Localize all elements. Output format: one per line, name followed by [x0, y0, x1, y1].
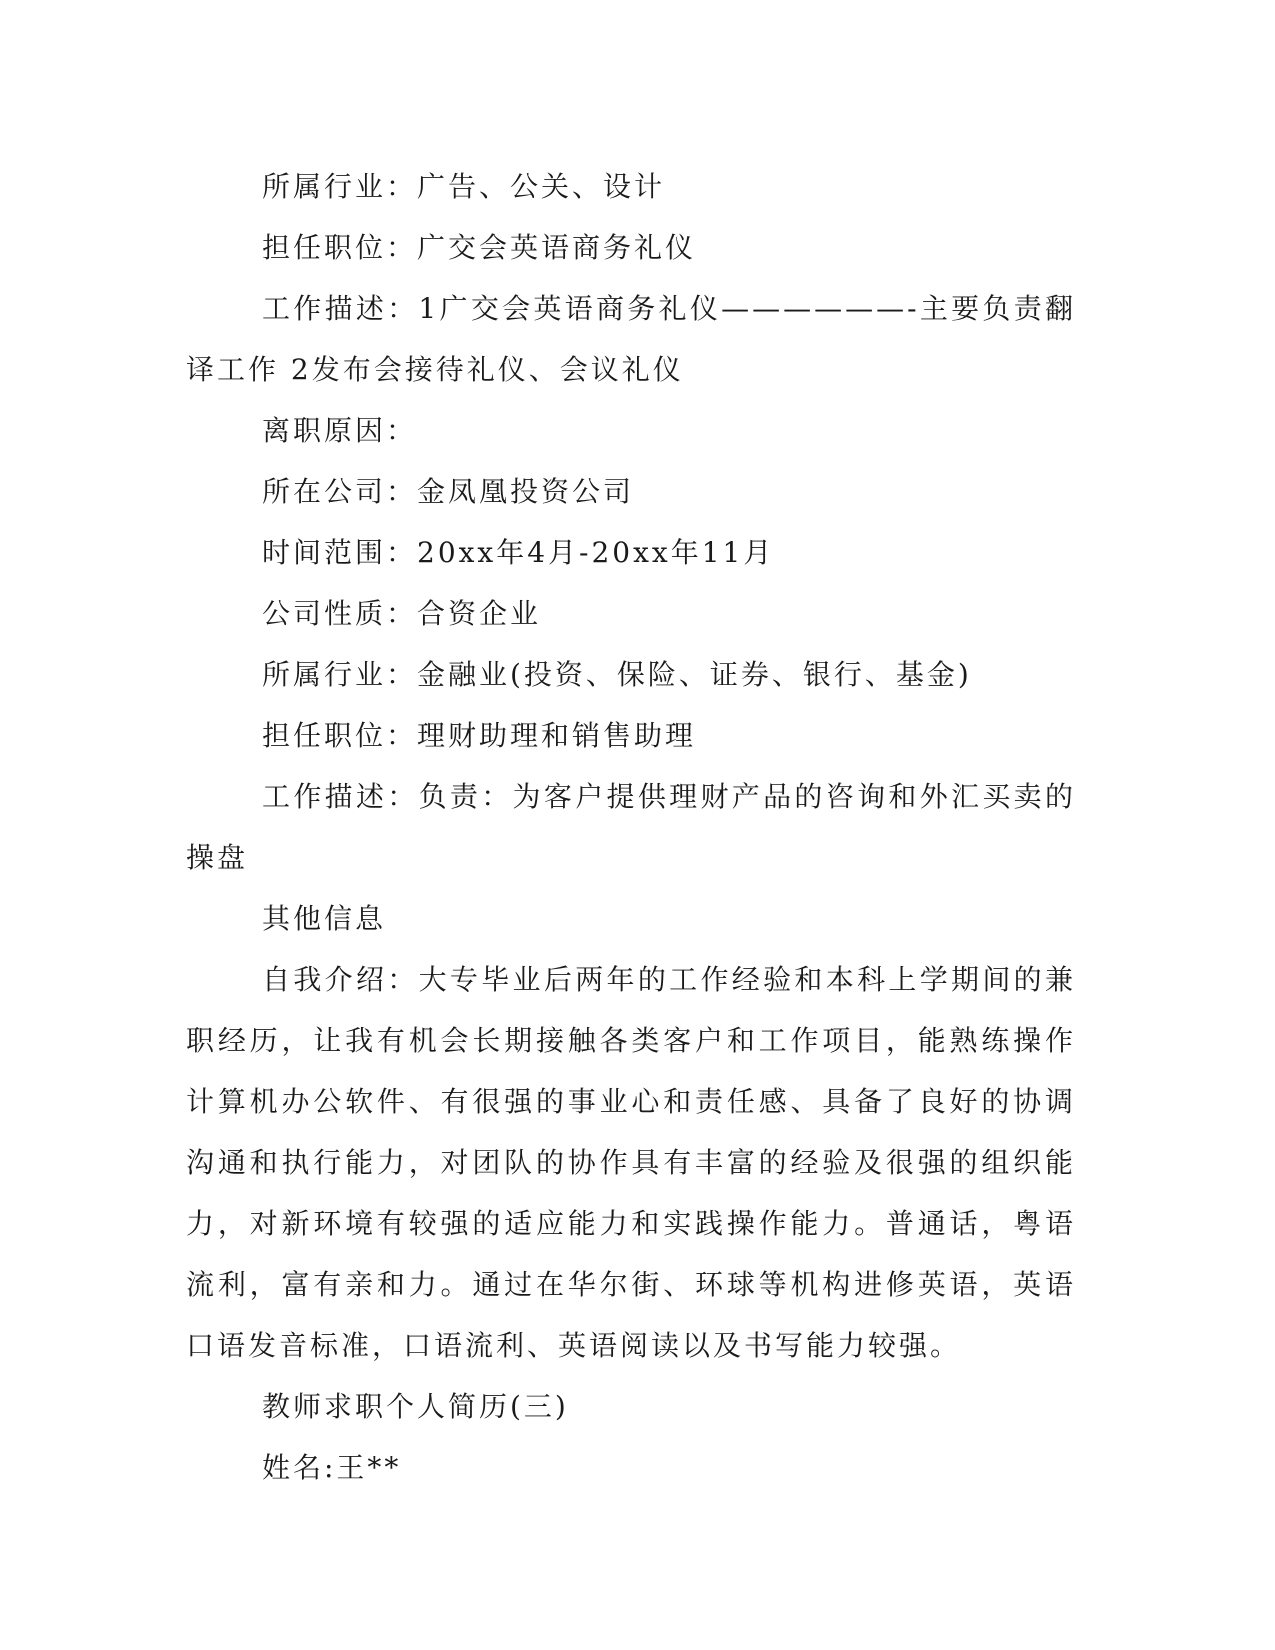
company-line: 所在公司：金凤凰投资公司: [262, 475, 635, 508]
position-line-1: 担任职位：广交会英语商务礼仪: [262, 231, 697, 264]
resume-title: 教师求职个人简历(三): [262, 1390, 569, 1423]
industry-line-1: 所属行业：广告、公关、设计: [262, 170, 666, 203]
company-type-line: 公司性质：合资企业: [262, 597, 542, 630]
document-body: [186, 156, 1076, 1498]
position-line-2: 担任职位：理财助理和销售助理: [262, 719, 697, 752]
other-info-heading: 其他信息: [262, 902, 387, 935]
time-range-line: 时间范围：20xx年4月-20xx年11月: [262, 536, 775, 569]
leave-reason-line: 离职原因：: [262, 414, 418, 447]
job-description-1: 工作描述：1广交会英语商务礼仪——————-主要负责翻译工作 2发布会接待礼仪、会议礼仪: [186, 292, 1076, 386]
job-description-2: 工作描述：负责：为客户提供理财产品的咨询和外汇买卖的操盘: [186, 780, 1076, 874]
self-introduction: 自我介绍：大专毕业后两年的工作经验和本科上学期间的兼职经历，让我有机会长期接触各类客户和工作项目，能熟练操作计算机办公软件、有很强的事业心和责任感、具备了良好的协调沟通和执行能力，对团队的协作具有丰富的经验及很强的组织能力，对新环境有较强的适应能力和实践操作能力。普通话，粤语流利，富有亲和力。通过在华尔街、环球等机构进修英语，英语口语发音标准，口语流利、英语阅读以及书写能力较强。: [186, 963, 1076, 1362]
industry-line-2: 所属行业：金融业(投资、保险、证券、银行、基金): [262, 658, 972, 691]
name-line: 姓名:王**: [262, 1451, 402, 1484]
